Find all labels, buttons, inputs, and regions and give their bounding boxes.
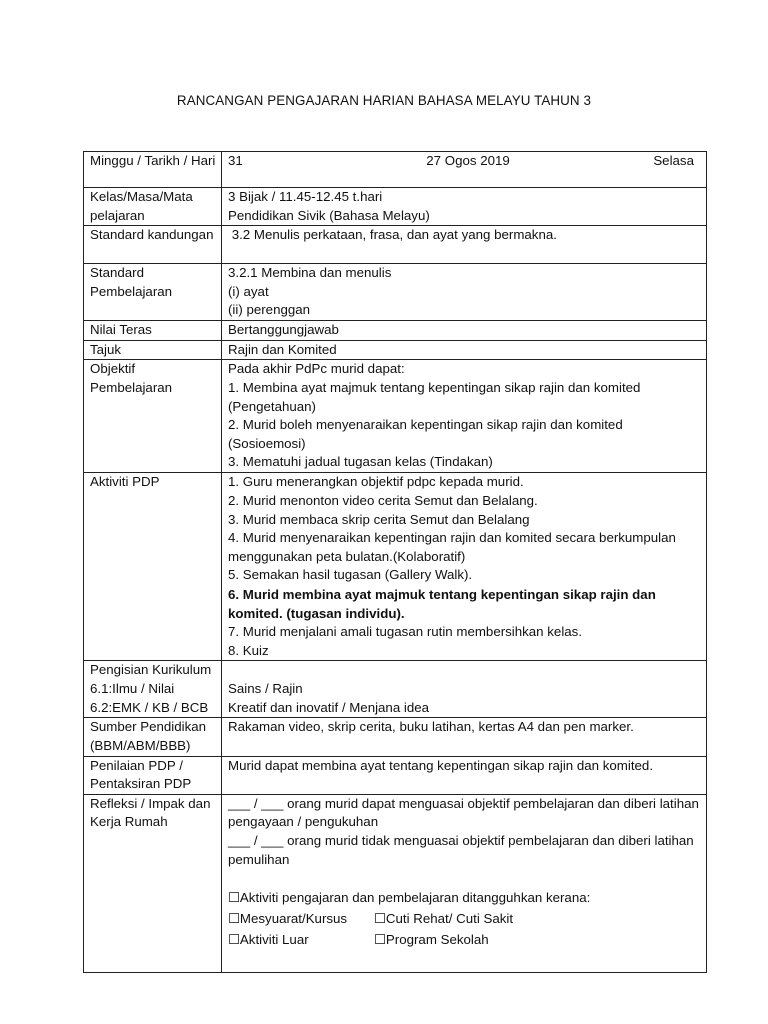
page-title: RANCANGAN PENGAJARAN HARIAN BAHASA MELAYU TAHUN 3 bbox=[176, 93, 592, 108]
aktiviti-label: Aktiviti PDP bbox=[84, 473, 222, 661]
table-row bbox=[84, 226, 707, 264]
table-row bbox=[84, 718, 707, 756]
kelas-line: Pendidikan Sivik (Bahasa Melayu) bbox=[228, 207, 430, 223]
refleksi-line: ___ / ___ orang murid dapat menguasai objektif pembelajaran dan diberi latihan pengayaan / pengukuhan bbox=[228, 795, 699, 830]
aktiviti-item: 2. Murid menonton video cerita Semut dan Belalang. bbox=[228, 492, 538, 508]
objektif-line: 1. Membina ayat majmuk tentang kepentingan sikap rajin dan komited bbox=[228, 379, 641, 395]
date-value: 27 Ogos 2019 bbox=[426, 153, 510, 168]
sp-label: Standard Pembelajaran bbox=[84, 264, 222, 321]
pengisian-label-line: 6.2:EMK / KB / BCB bbox=[90, 699, 209, 715]
objektif-line: Pada akhir PdPc murid dapat: bbox=[228, 361, 405, 377]
table-row bbox=[84, 360, 707, 473]
table-row bbox=[84, 661, 707, 718]
week-value: 31 bbox=[228, 153, 243, 168]
objektif-line: 3. Mematuhi jadual tugasan kelas (Tindakan) bbox=[228, 454, 493, 470]
sumber-value: Rakaman video, skrip cerita, buku latihan, kertas A4 dan pen marker. bbox=[222, 718, 707, 756]
pengisian-label bbox=[84, 661, 222, 718]
spacer bbox=[228, 869, 700, 887]
reason-checkbox[interactable]: ☐Aktiviti Luar bbox=[228, 932, 309, 948]
sp-line: (i) ayat bbox=[228, 283, 269, 299]
objektif-line: (Sosioemosi) bbox=[228, 435, 306, 451]
aktiviti-item-bold: 6. Murid membina ayat majmuk tentang kepentingan sikap rajin dan komited. (tugasan individu). bbox=[228, 586, 656, 621]
spacer bbox=[228, 661, 700, 680]
pengisian-value bbox=[222, 661, 707, 718]
postponed-checkbox[interactable]: ☐Aktiviti pengajaran dan pembelajaran ditangguhkan kerana: bbox=[228, 890, 591, 906]
kelas-label: Kelas/Masa/Mata pelajaran bbox=[84, 188, 222, 226]
tajuk-value: Rajin dan Komited bbox=[222, 340, 707, 360]
table-row bbox=[84, 473, 707, 661]
objektif-line: 2. Murid boleh menyenaraikan kepentingan sikap rajin dan komited bbox=[228, 417, 623, 433]
penilaian-value: Murid dapat membina ayat tentang kepentingan sikap rajin dan komited. bbox=[222, 756, 707, 794]
table-row bbox=[84, 152, 707, 188]
reason-options-row bbox=[228, 929, 700, 950]
refleksi-line: ___ / ___ orang murid tidak menguasai objektif pembelajaran dan diberi latihan pemulihan bbox=[228, 832, 694, 867]
nilai-value: Bertanggungjawab bbox=[222, 321, 707, 341]
objektif-label: Objektif Pembelajaran bbox=[84, 360, 222, 473]
table-row bbox=[84, 794, 707, 972]
reason-checkbox[interactable]: ☐Mesyuarat/Kursus bbox=[228, 911, 348, 927]
sp-line: (ii) perenggan bbox=[228, 302, 311, 318]
kelas-value bbox=[222, 188, 707, 226]
nilai-label: Nilai Teras bbox=[84, 321, 222, 341]
lesson-plan-table bbox=[83, 151, 707, 973]
refleksi-value bbox=[222, 794, 707, 972]
aktiviti-item: 4. Murid menyenaraikan kepentingan rajin dan komited secara berkumpulan menggunakan peta bulatan.(Kolaboratif) bbox=[228, 530, 676, 564]
aktiviti-value bbox=[222, 473, 707, 661]
sumber-label: Sumber Pendidikan (BBM/ABM/BBB) bbox=[84, 718, 222, 756]
reason-options-row bbox=[228, 908, 700, 929]
aktiviti-item: 5. Semakan hasil tugasan (Gallery Walk). bbox=[228, 567, 473, 583]
sk-value: 3.2 Menulis perkataan, frasa, dan ayat yang bermakna. bbox=[222, 226, 707, 264]
day-value: Selasa bbox=[653, 153, 694, 168]
table-row bbox=[84, 188, 707, 226]
pengisian-label-line: Pengisian Kurikulum bbox=[90, 662, 212, 678]
sk-label: Standard kandungan bbox=[84, 226, 222, 264]
aktiviti-item: 7. Murid menjalani amali tugasan rutin membersihkan kelas. bbox=[228, 623, 583, 639]
table-row bbox=[84, 756, 707, 794]
pengisian-line: Sains / Rajin bbox=[228, 680, 303, 696]
objektif-line: (Pengetahuan) bbox=[228, 398, 316, 414]
table-row bbox=[84, 321, 707, 341]
table-row bbox=[84, 264, 707, 321]
reason-checkbox[interactable]: ☐Program Sekolah bbox=[374, 932, 489, 948]
aktiviti-item: 8. Kuiz bbox=[228, 642, 269, 658]
objektif-value bbox=[222, 360, 707, 473]
pengisian-label-line: 6.1:Ilmu / Nilai bbox=[90, 680, 175, 696]
reason-checkbox[interactable]: ☐Cuti Rehat/ Cuti Sakit bbox=[374, 911, 514, 927]
penilaian-label: Penilaian PDP / Pentaksiran PDP bbox=[84, 756, 222, 794]
tajuk-label: Tajuk bbox=[84, 340, 222, 360]
kelas-line: 3 Bijak / 11.45-12.45 t.hari bbox=[228, 189, 383, 204]
refleksi-label: Refleksi / Impak dan Kerja Rumah bbox=[84, 794, 222, 972]
sp-value bbox=[222, 264, 707, 321]
minggu-value bbox=[222, 152, 707, 188]
pengisian-line: Kreatif dan inovatif / Menjana idea bbox=[228, 699, 430, 715]
aktiviti-item: 3. Murid membaca skrip cerita Semut dan Belalang bbox=[228, 511, 530, 527]
table-row bbox=[84, 340, 707, 360]
minggu-label: Minggu / Tarikh / Hari bbox=[84, 152, 222, 188]
aktiviti-item: 1. Guru menerangkan objektif pdpc kepada murid. bbox=[228, 474, 524, 490]
sp-line: 3.2.1 Membina dan menulis bbox=[228, 265, 392, 281]
